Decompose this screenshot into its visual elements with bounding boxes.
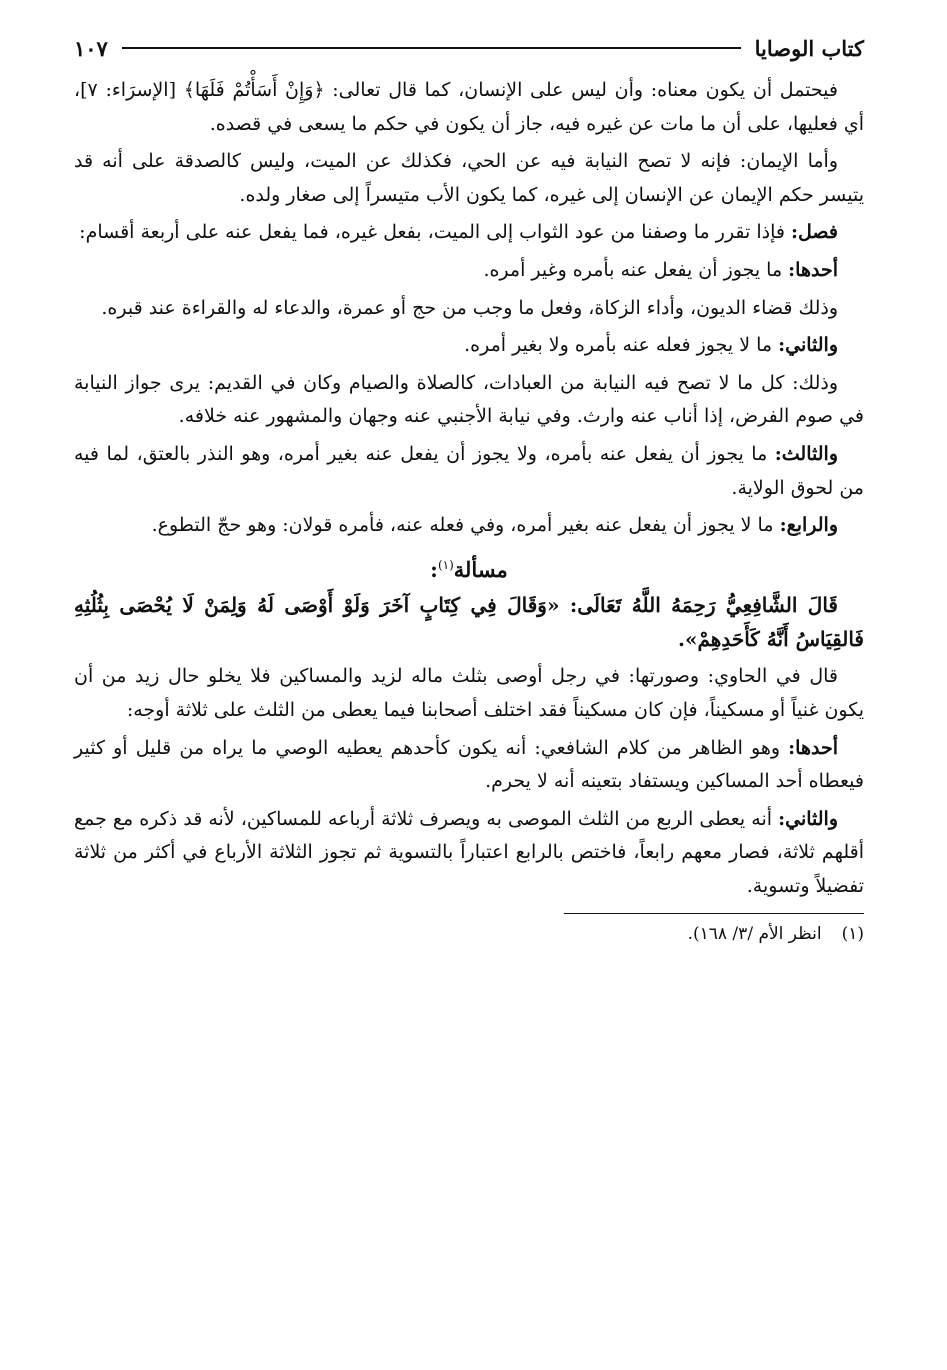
paragraph-lead: والثالث: (774, 442, 838, 465)
paragraph-text: فيحتمل أن يكون معناه: وأن ليس على الإنسان، كما قال تعالى: ﴿وَإِنْ أَسَأْتُمْ فَلَهَا﴾ [الإسرَاء: ٧]، أي فعليها، على أن ما مات عن غيره فيه، جاز أن يكون في حكم ما يسعى في قصده. (74, 79, 864, 135)
footnote-divider (564, 913, 864, 914)
page-number: ١٠٧ (74, 35, 108, 61)
paragraph-lead: أحدها: (788, 736, 838, 759)
book-title: كتاب الوصايا (754, 35, 864, 61)
paragraph-lead: والثاني: (778, 807, 838, 830)
paragraph-lead: والرابع: (779, 514, 838, 537)
paragraph-text: ما لا يجوز فعله عنه بأمره ولا بغير أمره. (464, 334, 779, 357)
footnote-ref[interactable]: (١) (437, 557, 454, 572)
paragraph-5 (74, 292, 864, 326)
paragraph-fourth-category (74, 509, 864, 543)
paragraph-fasl (74, 216, 864, 250)
paragraph-text: وذلك: كل ما لا تصح فيه النيابة من العبادات، كالصلاة والصيام وكان في القديم: يرى جواز النيابة في صوم الفرض، إذا أناب عنه وارث. وفي نيابة الأجنبي عنه وجهان والمشهور عنه خلافه. (74, 371, 864, 428)
paragraph-text: فإذا تقرر ما وصفنا من عود الثواب إلى الميت، بفعل غيره، فما يفعل عنه على أربعة أقسام: (79, 221, 792, 244)
paragraph-text: وأما الإيمان: فإنه لا تصح النيابة فيه عن الحي، فكذلك عن الميت، وليس كالصدقة على أنه قد يتيسر حكم الإيمان عن الإنسان إلى غيره، كما يكون الأب متيسراً إلى صغار ولده. (74, 150, 864, 206)
paragraph-2 (74, 145, 864, 212)
footnote-number: (١) (841, 924, 864, 945)
matn-quote: قَالَ الشَّافِعِيُّ رَحِمَهُ اللَّهُ تَعَالَى: «وَقَالَ فِي كِتَابٍ آخَرَ وَلَوْ أَوْصَى لَهُ وَلِمَنْ لَا يُحْصَى بِثُلُثِهِ فَالقِيَاسُ أَنَّهُ كَأَحَدِهِمْ». (74, 593, 864, 652)
header-rule (122, 47, 741, 49)
page-body (74, 74, 864, 948)
footnote (74, 920, 864, 948)
paragraph-text: ما يجوز أن يفعل عنه بأمره وغير أمره. (483, 258, 789, 281)
footnote-text: انظر الأم /٣/ ١٦٨). (687, 924, 822, 945)
paragraph-third-category (74, 438, 864, 505)
paragraph-first-category (74, 254, 864, 288)
paragraph-lead: أحدها: (788, 258, 838, 281)
paragraph-first-opinion (74, 732, 864, 799)
paragraph-1 (74, 74, 864, 141)
paragraph-hawi (74, 660, 864, 727)
book-page (74, 28, 864, 948)
section-heading (74, 549, 864, 587)
paragraph-lead: فصل: (791, 221, 838, 244)
paragraph-lead: والثاني: (778, 334, 838, 357)
paragraph-text: وذلك قضاء الديون، وأداء الزكاة، وفعل ما وجب من حج أو عمرة، والدعاء له والقراءة عند قبره. (101, 296, 838, 319)
running-header (74, 28, 864, 68)
paragraph-7 (74, 367, 864, 434)
paragraph-second-opinion (74, 803, 864, 904)
paragraph-text: أنه يعطى الربع من الثلث الموصى به ويصرف ثلاثة أرباعه للمساكين، لأنه قد ذكره مع جمع أقلهم ثلاثة، فصار معهم رابعاً، فاختص بالرابع اعتباراً بالتسوية ثم تجوز الثلاثة الأرباع في أكثر من ثلاثة تفضيلاً وتسوية. (74, 807, 864, 897)
paragraph-text: قال في الحاوي: وصورتها: في رجل أوصى بثلث ماله لزيد والمساكين فلا يخلو حال زيد من أن يكون غنياً أو مسكيناً، فإن كان مسكيناً فقد اختلف أصحابنا فيما يعطى من الثلث على ثلاثة أوجه: (74, 665, 864, 721)
section-heading-suffix: : (430, 556, 438, 582)
paragraph-second-category (74, 329, 864, 363)
paragraph-text: وهو الظاهر من كلام الشافعي: أنه يكون كأحدهم يعطيه الوصي ما يراه من قليل أو كثير فيعطاه أحد المساكين ويستفاد بتعينه أنه لا يحرم. (74, 736, 864, 793)
section-heading-text: مسألة (453, 556, 508, 582)
paragraph-text: ما يجوز أن يفعل عنه بأمره، ولا يجوز أن يفعل عنه بغير أمره، وهو النذر بالعتق، لما فيه من لحوق الولاية. (74, 442, 864, 499)
paragraph-text: ما لا يجوز أن يفعل عنه بغير أمره، وفي فعله عنه، فأمره قولان: وهو حجّ التطوع. (151, 514, 780, 537)
